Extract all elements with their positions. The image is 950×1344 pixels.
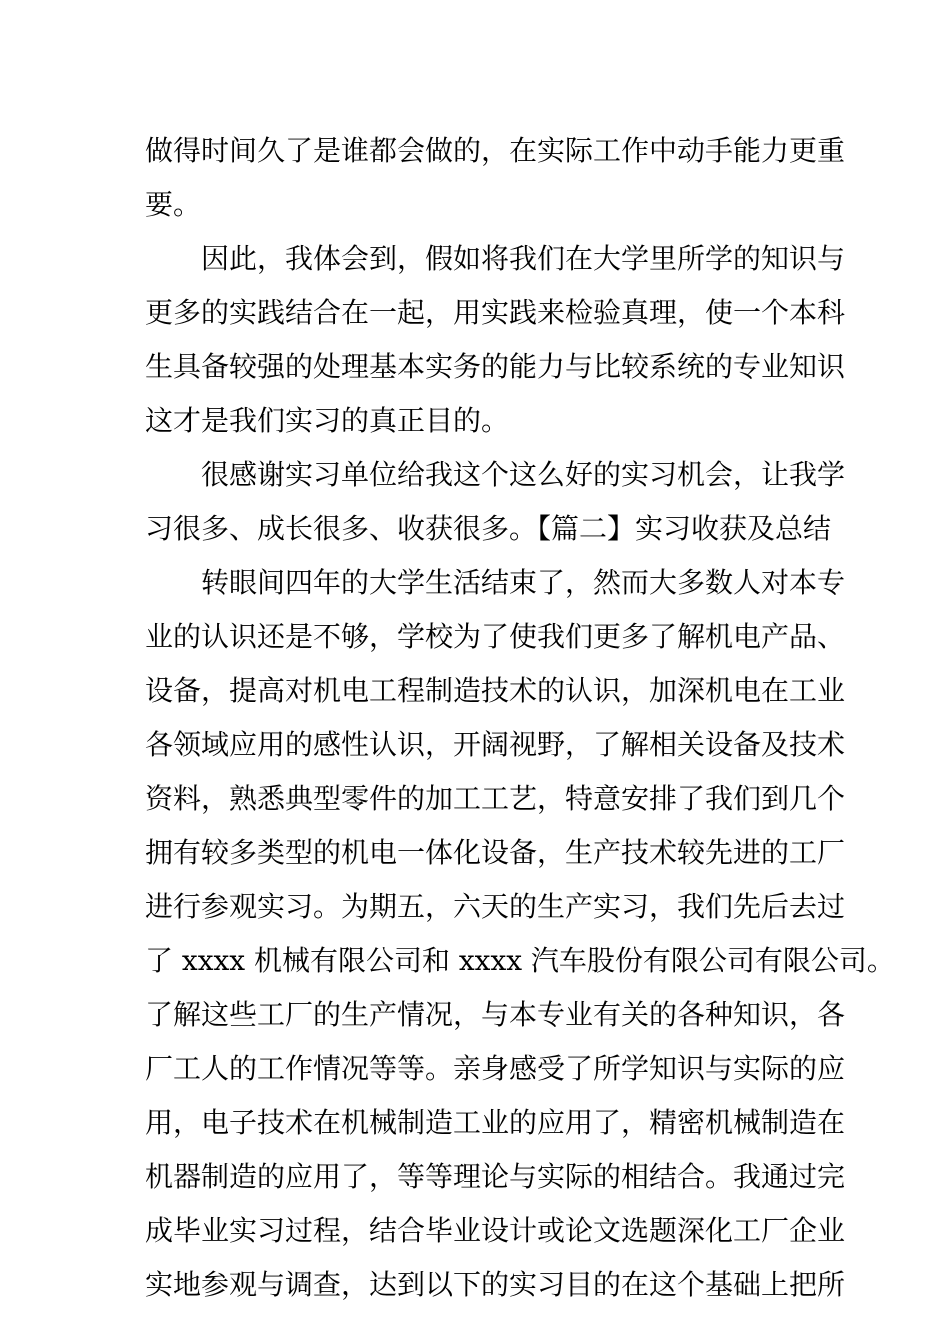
text-line: 了解这些工厂的生产情况，与本专业有关的各种知识，各	[145, 998, 846, 1031]
text-line: 各领域应用的感性认识，开阔视野，了解相关设备及技术	[145, 728, 846, 761]
text-line: 成毕业实习过程，结合毕业设计或论文选题深化工厂企业	[145, 1214, 846, 1247]
text-line: 拥有较多类型的机电一体化设备，生产技术较先进的工厂	[145, 836, 846, 869]
text-line: 了 xxxx 机械有限公司和 xxxx 汽车股份有限公司有限公司。	[145, 944, 895, 977]
text-line: 要。	[145, 188, 202, 221]
text-line: 实地参观与调查，达到以下的实习目的在这个基础上把所	[145, 1268, 846, 1301]
text-line: 很感谢实习单位给我这个这么好的实习机会，让我学	[201, 458, 846, 491]
text-line: 习很多、成长很多、收获很多。【篇二】实习收获及总结	[145, 512, 832, 545]
text-line: 因此，我体会到，假如将我们在大学里所学的知识与	[201, 242, 846, 275]
text-line: 资料，熟悉典型零件的加工工艺，特意安排了我们到几个	[145, 782, 846, 815]
text-line: 转眼间四年的大学生活结束了，然而大多数人对本专	[201, 566, 846, 599]
text-line: 做得时间久了是谁都会做的，在实际工作中动手能力更重	[145, 134, 846, 167]
text-line: 进行参观实习。为期五，六天的生产实习，我们先后去过	[145, 890, 846, 923]
text-line: 这才是我们实习的真正目的。	[145, 404, 510, 437]
document-body	[145, 124, 895, 1312]
text-line: 厂工人的工作情况等等。亲身感受了所学知识与实际的应	[145, 1052, 846, 1085]
text-line: 业的认识还是不够，学校为了使我们更多了解机电产品、	[145, 620, 846, 653]
text-line: 设备，提高对机电工程制造技术的认识，加深机电在工业	[145, 674, 846, 707]
text-line: 更多的实践结合在一起，用实践来检验真理，使一个本科	[145, 296, 846, 329]
text-line: 生具备较强的处理基本实务的能力与比较系统的专业知识	[145, 350, 846, 383]
text-line: 用，电子技术在机械制造工业的应用了，精密机械制造在	[145, 1106, 846, 1139]
text-line: 机器制造的应用了，等等理论与实际的相结合。我通过完	[145, 1160, 846, 1193]
